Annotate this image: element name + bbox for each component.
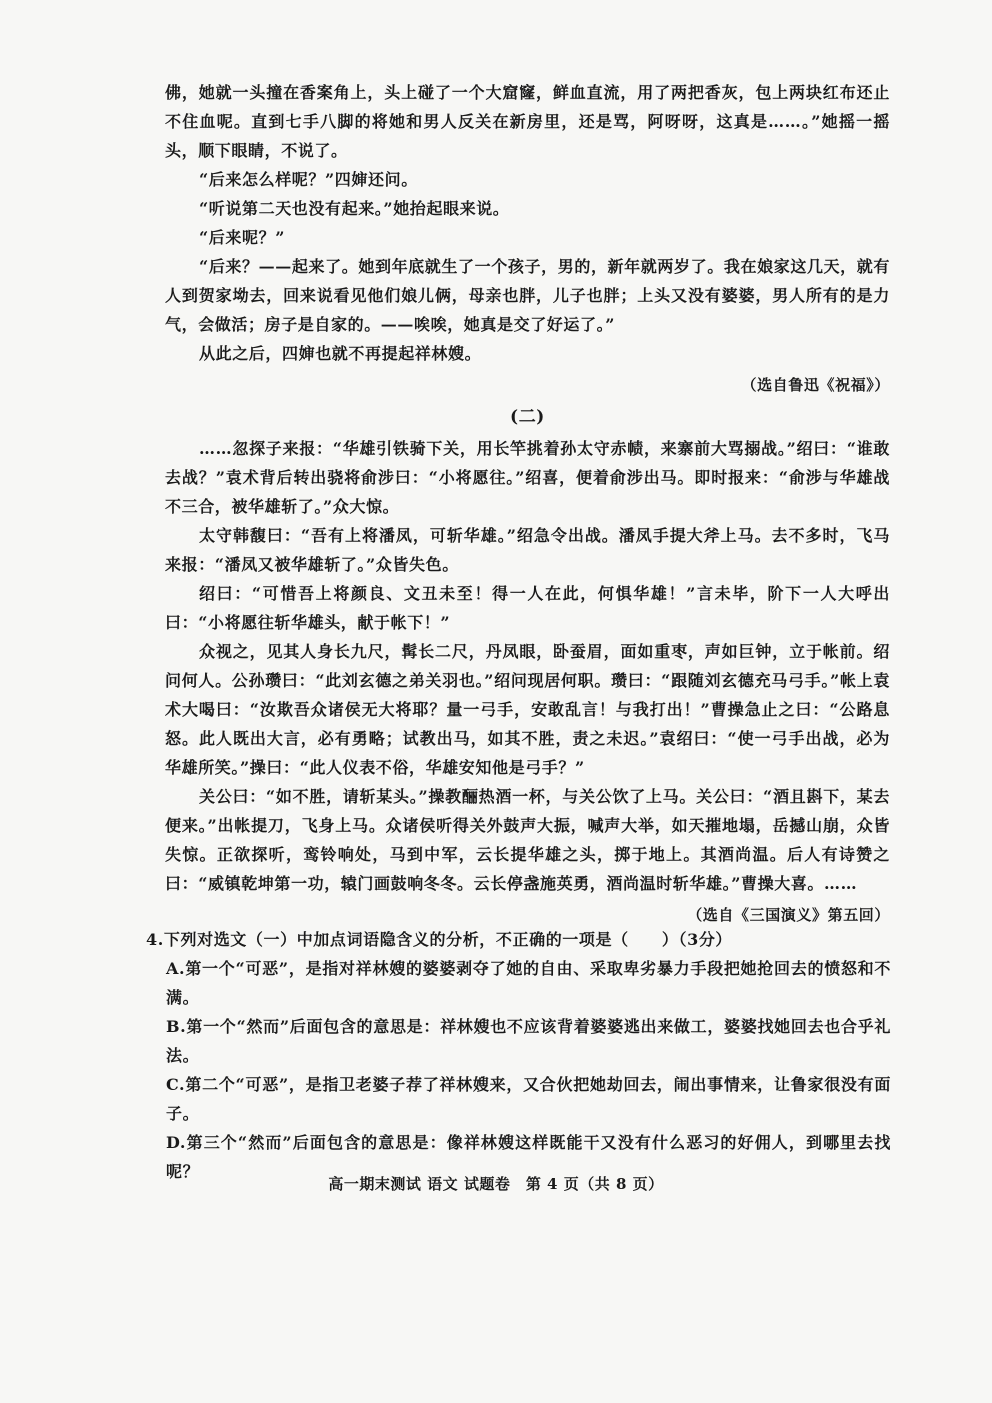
paragraph: 太守韩馥曰：“吾有上将潘凤，可斩华雄。”绍急令出战。潘凤手提大斧上马。去不多时，飞马来报：“潘凤又被华雄斩了。”众皆失色。: [165, 526, 890, 574]
paragraph: 绍曰：“可惜吾上将颜良、文丑未至！得一人在此，何惧华雄！”言未毕，阶下一人大呼出曰：“小将愿往斩华雄头，献于帐下！”: [165, 584, 890, 632]
paragraph: “听说第二天也没有起来。”她抬起眼来说。: [199, 199, 510, 218]
option-text: 第一个“可恶”，是指对祥林嫂的婆婆剥夺了她的自由、采取卑劣暴力手段把她抢回去的愤怒和不满。: [166, 959, 891, 1007]
paragraph: “后来？——起来了。她到年底就生了一个孩子，男的，新年就两岁了。我在娘家这几天，就有人到贺家坳去，回来说看见他们娘儿俩，母亲也胖，儿子也胖；上头又没有婆婆，男人所有的是力气，会做活；房子是自家的。——唉唉，她真是交了好运了。”: [165, 257, 890, 334]
paragraph: ……忽探子来报：“华雄引铁骑下关，用长竿挑着孙太守赤帻，来寨前大骂搦战。”绍曰：“谁敢去战？”袁术背后转出骁将俞涉曰：“小将愿往。”绍喜，便着俞涉出马。即时报来：“俞涉与华雄战不三合，被华雄斩了。”众大惊。: [165, 439, 890, 516]
option-text: 第三个“然而”后面包含的意思是：像祥林嫂这样既能干又没有什么恶习的好佣人，到哪里去找呢？: [166, 1133, 891, 1181]
question-4: [146, 925, 891, 1186]
option-c[interactable]: [146, 1070, 891, 1128]
option-text: 第二个“可恶”，是指卫老婆子荐了祥林嫂来，又合伙把她劫回去，闹出事情来，让鲁家很没有面子。: [166, 1075, 891, 1123]
option-label: A.: [166, 959, 186, 978]
option-a[interactable]: [146, 954, 891, 1012]
source-citation: （选自鲁迅《祝福》）: [741, 376, 890, 394]
source-citation: （选自《三国演义》第五回）: [687, 906, 890, 924]
section-title: (二): [510, 407, 545, 427]
paragraph: 关公曰：“如不胜，请斩某头。”操教酾热酒一杯，与关公饮了上马。关公曰：“酒且斟下，某去便来。”出帐提刀，飞身上马。众诸侯听得关外鼓声大振，喊声大举，如天摧地塌，岳撼山崩，众皆失惊。正欲探听，鸾铃响处，马到中军，云长提华雄之头，掷于地上。其酒尚温。后人有诗赞之曰：“威镇乾坤第一功，辕门画鼓响冬冬。云长停盏施英勇，酒尚温时斩华雄。”曹操大喜。……: [165, 787, 890, 893]
passage-one: [165, 78, 890, 929]
option-label: C.: [166, 1075, 186, 1094]
paragraph: 从此之后，四婶也就不再提起祥林嫂。: [199, 344, 482, 363]
paragraph: “后来怎么样呢？”四婶还问。: [199, 170, 418, 189]
paragraph: 众视之，见其人身长九尺，髯长二尺，丹凤眼，卧蚕眉，面如重枣，声如巨钟，立于帐前。绍问何人。公孙瓒曰：“此刘玄德之弟关羽也。”绍问现居何职。瓒曰：“跟随刘玄德充马弓手。”帐上袁术大喝曰：“汝欺吾众诸侯无大将耶？量一弓手，安敢乱言！与我打出！”曹操急止之曰：“公路息怒。此人既出大言，必有勇略；试教出马，如其不胜，责之未迟。”袁绍曰：“使一弓手出战，必为华雄所笑。”操曰：“此人仪表不俗，华雄安知他是弓手？”: [165, 642, 890, 777]
option-b[interactable]: [146, 1012, 891, 1070]
option-label: D.: [166, 1133, 187, 1152]
paragraph: “后来呢？”: [199, 228, 286, 247]
paragraph: 佛，她就一头撞在香案角上，头上碰了一个大窟窿，鲜血直流，用了两把香灰，包上两块红布还止不住血呢。直到七手八脚的将她和男人反关在新房里，还是骂，阿呀呀，这真是……。”她摇一摇头，顺下眼睛，不说了。: [165, 83, 890, 160]
page-footer: 高一期末测试 语文 试题卷 第 4 页（共 8 页）: [328, 1175, 664, 1193]
option-text: 第一个“然而”后面包含的意思是：祥林嫂也不应该背着婆婆逃出来做工，婆婆找她回去也合乎礼法。: [166, 1017, 891, 1065]
option-label: B.: [166, 1017, 187, 1036]
question-stem: 4.下列对选文（一）中加点词语隐含义的分析，不正确的一项是（ ）（3分）: [146, 930, 733, 949]
